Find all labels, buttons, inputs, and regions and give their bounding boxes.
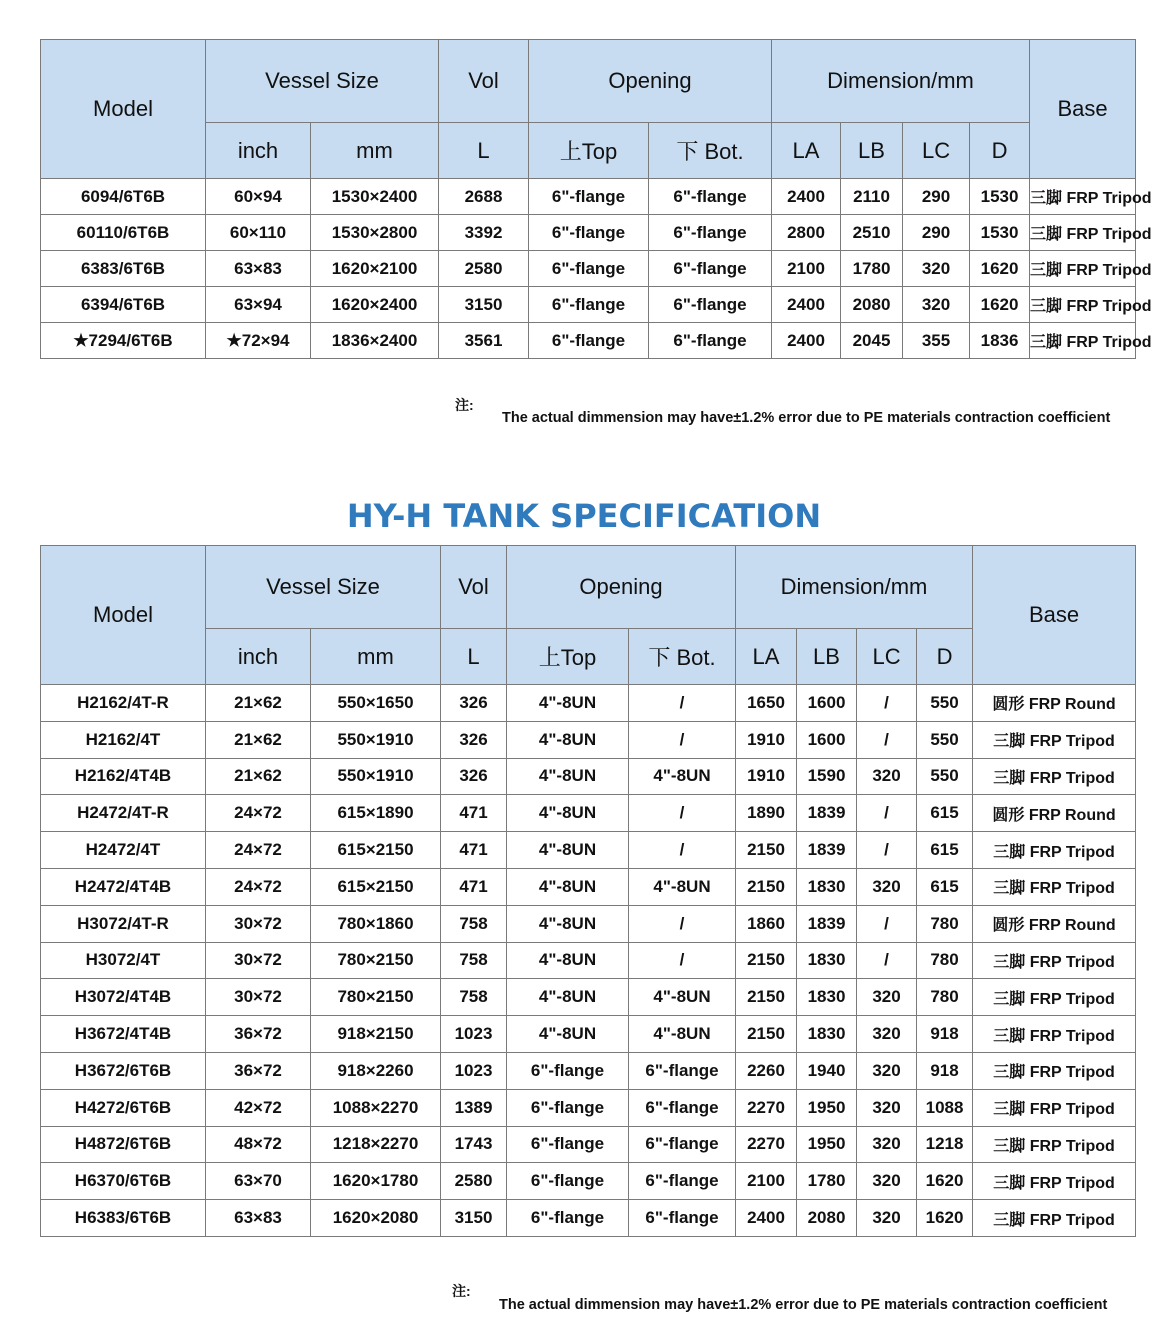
cell-lc: 320 <box>857 758 917 795</box>
cell-top: 6"-flange <box>529 287 649 323</box>
cell-lc: / <box>857 795 917 832</box>
cell-d: 1620 <box>970 287 1030 323</box>
cell-bot: / <box>629 795 736 832</box>
cell-d: 780 <box>917 942 973 979</box>
cell-top: 6"-flange <box>529 251 649 287</box>
cell-top: 6"-flange <box>507 1200 629 1237</box>
cell-top: 4"-8UN <box>507 685 629 722</box>
cell-vol: 326 <box>441 721 507 758</box>
cell-mm: 1530×2400 <box>311 179 439 215</box>
cell-inch: 63×83 <box>206 1200 311 1237</box>
cell-model: 6094/6T6B <box>41 179 206 215</box>
cell-base: 三脚 FRP Tripod <box>973 1163 1136 1200</box>
cell-lb: 2080 <box>841 287 903 323</box>
cell-inch: 21×62 <box>206 721 311 758</box>
cell-top: 4"-8UN <box>507 979 629 1016</box>
cell-lb: 2110 <box>841 179 903 215</box>
cell-vol: 758 <box>441 942 507 979</box>
cell-lc: / <box>857 685 917 722</box>
cell-mm: 1620×2100 <box>311 251 439 287</box>
cell-top: 6"-flange <box>507 1163 629 1200</box>
cell-top: 4"-8UN <box>507 868 629 905</box>
cell-mm: 1530×2800 <box>311 215 439 251</box>
cell-model: H4872/6T6B <box>41 1126 206 1163</box>
header-lc: LC <box>903 123 970 179</box>
cell-la: 1910 <box>736 721 797 758</box>
cell-inch: 60×94 <box>206 179 311 215</box>
cell-vol: 3150 <box>439 287 529 323</box>
cell-model: 60110/6T6B <box>41 215 206 251</box>
table-row <box>41 979 1136 1016</box>
cell-base: 三脚 FRP Tripod <box>1030 179 1136 215</box>
cell-bot: 4"-8UN <box>629 868 736 905</box>
cell-bot: 4"-8UN <box>629 979 736 1016</box>
cell-bot: 6"-flange <box>629 1163 736 1200</box>
header-d: D <box>970 123 1030 179</box>
header-opening: Opening <box>507 546 736 629</box>
cell-top: 4"-8UN <box>507 832 629 869</box>
header-la: LA <box>772 123 841 179</box>
cell-mm: 1620×2080 <box>311 1200 441 1237</box>
cell-la: 2260 <box>736 1052 797 1089</box>
cell-lb: 2080 <box>797 1200 857 1237</box>
cell-mm: 1218×2270 <box>311 1126 441 1163</box>
cell-lc: 355 <box>903 323 970 359</box>
header-top: 上Top <box>507 629 629 685</box>
cell-lb: 1590 <box>797 758 857 795</box>
table-row <box>41 868 1136 905</box>
cell-vol: 326 <box>441 685 507 722</box>
header-bot: 下 Bot. <box>649 123 772 179</box>
cell-inch: 21×62 <box>206 685 311 722</box>
cell-lb: 1839 <box>797 795 857 832</box>
cell-lb: 1839 <box>797 905 857 942</box>
cell-vol: 3150 <box>441 1200 507 1237</box>
cell-base: 三脚 FRP Tripod <box>973 1052 1136 1089</box>
cell-mm: 918×2150 <box>311 1016 441 1053</box>
cell-la: 2150 <box>736 1016 797 1053</box>
cell-model: 6394/6T6B <box>41 287 206 323</box>
header-model: Model <box>41 40 206 179</box>
cell-mm: 615×2150 <box>311 868 441 905</box>
cell-mm: 615×1890 <box>311 795 441 832</box>
table-row <box>41 685 1136 722</box>
cell-vol: 1743 <box>441 1126 507 1163</box>
cell-lb: 1940 <box>797 1052 857 1089</box>
table-row <box>41 215 1136 251</box>
cell-bot: 6"-flange <box>629 1200 736 1237</box>
header-vol-unit: L <box>439 123 529 179</box>
table-row <box>41 323 1136 359</box>
cell-d: 615 <box>917 832 973 869</box>
cell-lc: 320 <box>857 1200 917 1237</box>
cell-bot: 6"-flange <box>649 251 772 287</box>
table-row <box>41 832 1136 869</box>
cell-inch: 42×72 <box>206 1089 311 1126</box>
cell-d: 918 <box>917 1016 973 1053</box>
cell-inch: 63×83 <box>206 251 311 287</box>
cell-d: 1530 <box>970 215 1030 251</box>
cell-vol: 471 <box>441 868 507 905</box>
cell-base: 圆形 FRP Round <box>973 795 1136 832</box>
cell-mm: 780×2150 <box>311 942 441 979</box>
cell-lc: 320 <box>903 287 970 323</box>
table-row <box>41 179 1136 215</box>
cell-mm: 550×1650 <box>311 685 441 722</box>
cell-model: H3672/4T4B <box>41 1016 206 1053</box>
cell-top: 6"-flange <box>507 1089 629 1126</box>
header-vol-unit: L <box>441 629 507 685</box>
cell-lc: 320 <box>857 1016 917 1053</box>
cell-lc: 320 <box>857 1089 917 1126</box>
cell-vol: 3561 <box>439 323 529 359</box>
cell-vol: 1023 <box>441 1052 507 1089</box>
cell-model: 6383/6T6B <box>41 251 206 287</box>
table-row <box>41 1200 1136 1237</box>
cell-lb: 1830 <box>797 979 857 1016</box>
cell-model: H2472/4T4B <box>41 868 206 905</box>
cell-mm: 780×1860 <box>311 905 441 942</box>
cell-top: 6"-flange <box>529 179 649 215</box>
cell-inch: 30×72 <box>206 942 311 979</box>
table-row <box>41 287 1136 323</box>
note-b <box>452 1281 1152 1321</box>
cell-model: H2472/4T-R <box>41 795 206 832</box>
cell-model: H3072/4T4B <box>41 979 206 1016</box>
cell-top: 6"-flange <box>507 1052 629 1089</box>
cell-bot: 6"-flange <box>649 287 772 323</box>
cell-lc: 320 <box>857 868 917 905</box>
cell-mm: 780×2150 <box>311 979 441 1016</box>
header-inch: inch <box>206 629 311 685</box>
header-model: Model <box>41 546 206 685</box>
cell-d: 1620 <box>970 251 1030 287</box>
note-a <box>455 395 1155 435</box>
cell-bot: / <box>629 721 736 758</box>
cell-base: 三脚 FRP Tripod <box>973 1016 1136 1053</box>
cell-la: 2100 <box>736 1163 797 1200</box>
cell-lc: 320 <box>857 979 917 1016</box>
cell-top: 4"-8UN <box>507 942 629 979</box>
table-row <box>41 905 1136 942</box>
cell-model: H6370/6T6B <box>41 1163 206 1200</box>
header-vol: Vol <box>439 40 529 123</box>
cell-lc: 320 <box>903 251 970 287</box>
cell-top: 6"-flange <box>529 323 649 359</box>
spec-table-a <box>40 39 1152 359</box>
cell-bot: / <box>629 905 736 942</box>
note-mark: 注: <box>455 397 474 413</box>
cell-mm: 550×1910 <box>311 758 441 795</box>
cell-lb: 1830 <box>797 868 857 905</box>
cell-vol: 1389 <box>441 1089 507 1126</box>
cell-d: 1620 <box>917 1200 973 1237</box>
cell-la: 2100 <box>772 251 841 287</box>
table-row <box>41 1052 1136 1089</box>
header-dimension: Dimension/mm <box>736 546 973 629</box>
cell-model: H2162/4T4B <box>41 758 206 795</box>
cell-vol: 2688 <box>439 179 529 215</box>
cell-base: 三脚 FRP Tripod <box>973 979 1136 1016</box>
cell-la: 1650 <box>736 685 797 722</box>
note-mark: 注: <box>452 1283 471 1299</box>
cell-bot: 6"-flange <box>629 1052 736 1089</box>
header-base: Base <box>973 546 1136 685</box>
table-row <box>41 721 1136 758</box>
cell-vol: 3392 <box>439 215 529 251</box>
table-a-body <box>41 179 1152 359</box>
cell-bot: 4"-8UN <box>629 1016 736 1053</box>
cell-lc: 320 <box>857 1126 917 1163</box>
note-text: The actual dimmension may have±1.2% error due to PE materials contraction coefficient <box>499 1297 1108 1313</box>
header-lb: LB <box>841 123 903 179</box>
cell-mm: 1088×2270 <box>311 1089 441 1126</box>
header-bot: 下 Bot. <box>629 629 736 685</box>
cell-base: 三脚 FRP Tripod <box>973 1126 1136 1163</box>
header-vessel-size: Vessel Size <box>206 40 439 123</box>
cell-mm: 550×1910 <box>311 721 441 758</box>
header-mm: mm <box>311 629 441 685</box>
cell-inch: 36×72 <box>206 1052 311 1089</box>
header-vessel-size: Vessel Size <box>206 546 441 629</box>
cell-model: H3072/4T-R <box>41 905 206 942</box>
cell-bot: / <box>629 942 736 979</box>
cell-lb: 1600 <box>797 721 857 758</box>
cell-lc: / <box>857 721 917 758</box>
cell-lb: 1780 <box>797 1163 857 1200</box>
cell-top: 4"-8UN <box>507 758 629 795</box>
cell-la: 2400 <box>772 323 841 359</box>
cell-d: 1218 <box>917 1126 973 1163</box>
cell-base: 三脚 FRP Tripod <box>973 868 1136 905</box>
cell-la: 2270 <box>736 1089 797 1126</box>
cell-mm: 1620×1780 <box>311 1163 441 1200</box>
cell-model: H3672/6T6B <box>41 1052 206 1089</box>
cell-model: H2162/4T-R <box>41 685 206 722</box>
cell-model: H3072/4T <box>41 942 206 979</box>
cell-lc: 320 <box>857 1163 917 1200</box>
cell-d: 550 <box>917 685 973 722</box>
cell-bot: 6"-flange <box>649 179 772 215</box>
cell-bot: 6"-flange <box>649 215 772 251</box>
note-text: The actual dimmension may have±1.2% error due to PE materials contraction coefficient <box>502 410 1111 426</box>
cell-d: 550 <box>917 758 973 795</box>
cell-model: ★7294/6T6B <box>41 323 206 359</box>
cell-model: H4272/6T6B <box>41 1089 206 1126</box>
cell-la: 2400 <box>736 1200 797 1237</box>
cell-inch: 63×70 <box>206 1163 311 1200</box>
cell-lb: 1780 <box>841 251 903 287</box>
cell-lb: 1950 <box>797 1126 857 1163</box>
cell-lb: 1600 <box>797 685 857 722</box>
cell-mm: 615×2150 <box>311 832 441 869</box>
cell-base: 三脚 FRP Tripod <box>973 942 1136 979</box>
cell-la: 1910 <box>736 758 797 795</box>
cell-lc: 320 <box>857 1052 917 1089</box>
cell-la: 2800 <box>772 215 841 251</box>
cell-la: 2270 <box>736 1126 797 1163</box>
cell-vol: 758 <box>441 905 507 942</box>
cell-lb: 1839 <box>797 832 857 869</box>
table-row <box>41 1163 1136 1200</box>
cell-lb: 2045 <box>841 323 903 359</box>
cell-lb: 1830 <box>797 1016 857 1053</box>
table-row <box>41 795 1136 832</box>
cell-top: 6"-flange <box>529 215 649 251</box>
cell-base: 三脚 FRP Tripod <box>973 721 1136 758</box>
cell-base: 三脚 FRP Tripod <box>973 1200 1136 1237</box>
cell-base: 圆形 FRP Round <box>973 905 1136 942</box>
cell-d: 780 <box>917 905 973 942</box>
cell-lb: 1950 <box>797 1089 857 1126</box>
header-dimension: Dimension/mm <box>772 40 1030 123</box>
cell-la: 2150 <box>736 832 797 869</box>
cell-model: H2472/4T <box>41 832 206 869</box>
cell-base: 三脚 FRP Tripod <box>973 758 1136 795</box>
cell-la: 2150 <box>736 942 797 979</box>
cell-inch: ★72×94 <box>206 323 311 359</box>
cell-inch: 48×72 <box>206 1126 311 1163</box>
table-row <box>41 1089 1136 1126</box>
cell-d: 1530 <box>970 179 1030 215</box>
cell-base: 三脚 FRP Tripod <box>1030 287 1136 323</box>
header-opening: Opening <box>529 40 772 123</box>
cell-top: 4"-8UN <box>507 721 629 758</box>
cell-d: 1836 <box>970 323 1030 359</box>
cell-bot: 4"-8UN <box>629 758 736 795</box>
header-inch: inch <box>206 123 311 179</box>
cell-model: H2162/4T <box>41 721 206 758</box>
cell-vol: 758 <box>441 979 507 1016</box>
cell-inch: 24×72 <box>206 868 311 905</box>
header-base: Base <box>1030 40 1136 179</box>
cell-la: 1860 <box>736 905 797 942</box>
cell-la: 2400 <box>772 179 841 215</box>
header-la: LA <box>736 629 797 685</box>
spec-table-b <box>40 545 1136 1237</box>
header-lc: LC <box>857 629 917 685</box>
cell-inch: 24×72 <box>206 795 311 832</box>
table-b-body <box>41 685 1136 1237</box>
cell-lc: / <box>857 905 917 942</box>
cell-bot: 6"-flange <box>629 1126 736 1163</box>
table-row <box>41 758 1136 795</box>
cell-inch: 30×72 <box>206 979 311 1016</box>
cell-vol: 1023 <box>441 1016 507 1053</box>
cell-vol: 471 <box>441 795 507 832</box>
cell-vol: 2580 <box>441 1163 507 1200</box>
table-row <box>41 942 1136 979</box>
cell-d: 780 <box>917 979 973 1016</box>
cell-vol: 2580 <box>439 251 529 287</box>
cell-model: H6383/6T6B <box>41 1200 206 1237</box>
table-row <box>41 1126 1136 1163</box>
cell-base: 三脚 FRP Tripod <box>1030 215 1136 251</box>
cell-vol: 326 <box>441 758 507 795</box>
cell-mm: 1620×2400 <box>311 287 439 323</box>
cell-mm: 1836×2400 <box>311 323 439 359</box>
section-title: HY-H TANK SPECIFICATION <box>346 497 822 535</box>
cell-inch: 63×94 <box>206 287 311 323</box>
cell-top: 4"-8UN <box>507 1016 629 1053</box>
cell-la: 2400 <box>772 287 841 323</box>
cell-lb: 1830 <box>797 942 857 979</box>
cell-lc: 290 <box>903 215 970 251</box>
cell-mm: 918×2260 <box>311 1052 441 1089</box>
cell-inch: 30×72 <box>206 905 311 942</box>
cell-base: 三脚 FRP Tripod <box>1030 323 1136 359</box>
cell-lc: 290 <box>903 179 970 215</box>
cell-la: 1890 <box>736 795 797 832</box>
cell-base: 三脚 FRP Tripod <box>1030 251 1136 287</box>
cell-d: 918 <box>917 1052 973 1089</box>
cell-d: 615 <box>917 795 973 832</box>
cell-d: 550 <box>917 721 973 758</box>
cell-lb: 2510 <box>841 215 903 251</box>
cell-inch: 60×110 <box>206 215 311 251</box>
cell-lc: / <box>857 832 917 869</box>
table-row <box>41 251 1136 287</box>
cell-bot: 6"-flange <box>649 323 772 359</box>
cell-d: 615 <box>917 868 973 905</box>
cell-top: 6"-flange <box>507 1126 629 1163</box>
cell-top: 4"-8UN <box>507 905 629 942</box>
table-row <box>41 1016 1136 1053</box>
cell-bot: 6"-flange <box>629 1089 736 1126</box>
cell-inch: 24×72 <box>206 832 311 869</box>
cell-la: 2150 <box>736 979 797 1016</box>
cell-vol: 471 <box>441 832 507 869</box>
cell-top: 4"-8UN <box>507 795 629 832</box>
header-lb: LB <box>797 629 857 685</box>
header-vol: Vol <box>441 546 507 629</box>
cell-base: 三脚 FRP Tripod <box>973 832 1136 869</box>
cell-d: 1620 <box>917 1163 973 1200</box>
header-d: D <box>917 629 973 685</box>
cell-la: 2150 <box>736 868 797 905</box>
header-mm: mm <box>311 123 439 179</box>
cell-bot: / <box>629 832 736 869</box>
cell-bot: / <box>629 685 736 722</box>
cell-inch: 21×62 <box>206 758 311 795</box>
cell-base: 圆形 FRP Round <box>973 685 1136 722</box>
cell-inch: 36×72 <box>206 1016 311 1053</box>
header-top: 上Top <box>529 123 649 179</box>
cell-d: 1088 <box>917 1089 973 1126</box>
cell-base: 三脚 FRP Tripod <box>973 1089 1136 1126</box>
cell-lc: / <box>857 942 917 979</box>
